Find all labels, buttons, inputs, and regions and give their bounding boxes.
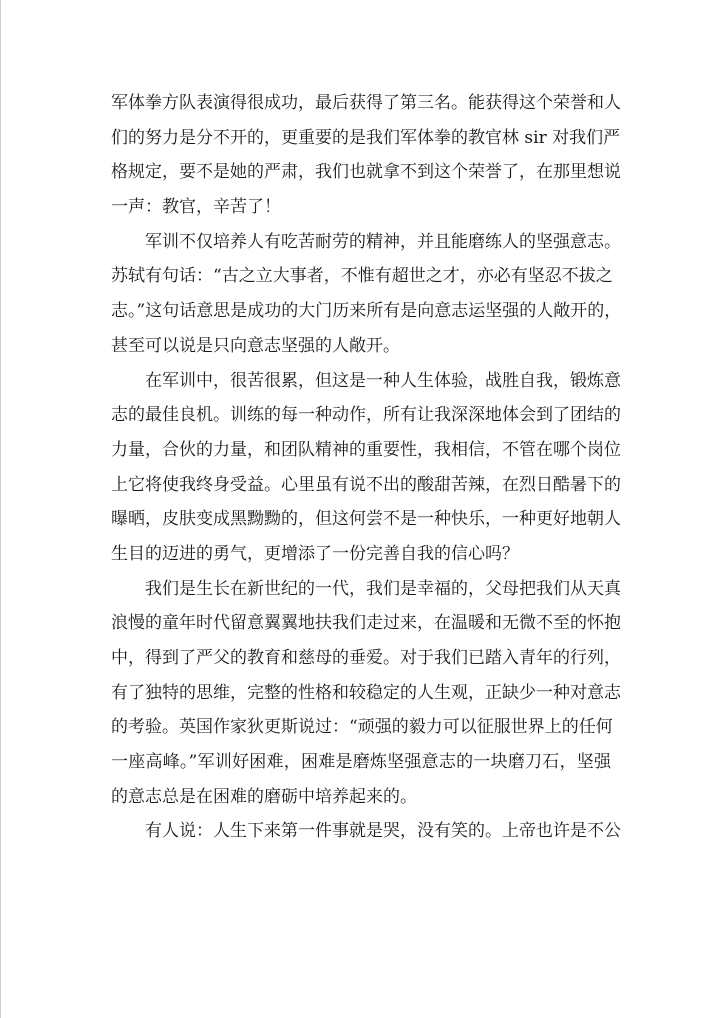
paragraph-first-line: 我们是生长在新世纪的一代，我们是幸福的，父母把我们从天真 <box>145 578 621 599</box>
paragraph-first-line: 在军训中，很苦很累，但这是一种人生体验，战胜自我，锻炼意 <box>145 370 621 391</box>
text-line: 志的最佳良机。训练的每一种动作，所有让我深深地体会到了团结的 <box>111 405 621 426</box>
text-line: 曝晒，皮肤变成黑黝黝的，但这何尝不是一种快乐，一种更好地朝人 <box>111 509 621 530</box>
text-line: 志。”这句话意思是成功的大门历来所有是向意志运坚强的人敞开的， <box>111 301 622 322</box>
text-line: 的意志总是在困难的磨砺中培养起来的。 <box>111 786 417 807</box>
text-line: 有了独特的思维，完整的性格和较稳定的人生观，正缺少一种对意志 <box>111 682 621 703</box>
text-line: 军体拳方队表演得很成功，最后获得了第三名。能获得这个荣誉和人 <box>111 93 621 113</box>
document-body <box>111 86 622 849</box>
text-line: 甚至可以说是只向意志坚强的人敞开。 <box>111 335 400 356</box>
text-line: 格规定，要不是她的严肃，我们也就拿不到这个荣誉了，在那里想说 <box>111 162 621 183</box>
text-line: 们的努力是分不开的，更重要的是我们军体拳的教官林 sir 对我们严 <box>111 127 621 148</box>
text-line: 力量，合伙的力量，和团队精神的重要性，我相信，不管在哪个岗位 <box>111 439 621 460</box>
paragraph-first-line: 有人说：人生下来第一件事就是哭，没有笑的。上帝也许是不公 <box>145 821 621 842</box>
text-line: 浪慢的童年时代留意翼翼地扶我们走过来，在温暖和无微不至的怀抱 <box>111 613 621 634</box>
text-line: 一座高峰。”军训好困难，困难是磨炼坚强意志的一块磨刀石，坚强 <box>111 752 611 773</box>
text-line: 一声：教官，辛苦了！ <box>111 197 281 218</box>
text-line: 中，得到了严父的教育和慈母的垂爱。对于我们已踏入青年的行列， <box>111 648 621 668</box>
text-line: 的考验。英国作家狄更斯说过：“顽强的毅力可以征服世界上的任何 <box>111 717 613 738</box>
text-line: 上它将使我终身受益。心里虽有说不出的酸甜苦辣，在烈日酷暑下的 <box>111 474 621 495</box>
text-line: 生目的迈进的勇气，更增添了一份完善自我的信心吗？ <box>111 543 519 564</box>
paragraph-first-line: 军训不仅培养人有吃苦耐劳的精神，并且能磨练人的坚强意志。 <box>145 231 621 252</box>
text-line: 苏轼有句话：“古之立大事者，不惟有超世之才，亦必有坚忍不拔之 <box>111 266 613 287</box>
